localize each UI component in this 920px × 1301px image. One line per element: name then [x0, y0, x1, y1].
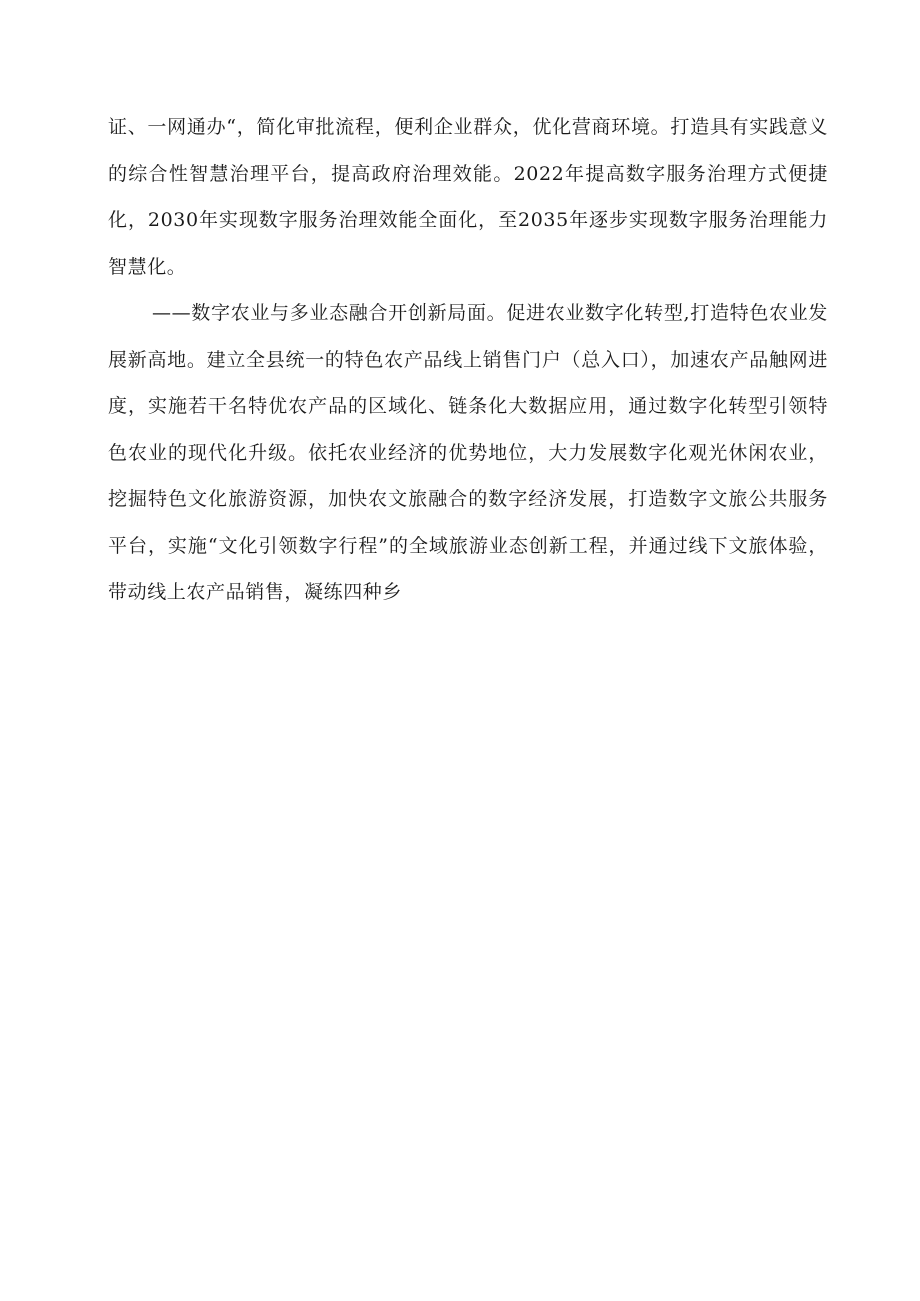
paragraph-digital-agriculture: ——数字农业与多业态融合开创新局面。促进农业数字化转型,打造特色农业发展新高地。建立全县统一的特色农产品线上销售门户（总入口），加速农产品触网进度，实施若干名特优农产品的区域化、链条化大数据应用，通过数字化转型引领特色农业的现代化升级。依托农业经济的优势地位，大力发展数字化观光休闲农业，挖掘特色文化旅游资源，加快农文旅融合的数字经济发展，打造数字文旅公共服务平台，实施“文化引领数字行程”的全域旅游业态创新工程，并通过线下文旅体验，带动线上农产品销售，凝练四种乡: [108, 302, 828, 603]
document-body: [108, 104, 828, 616]
paragraph-digital-governance: 证、一网通办“，简化审批流程，便利企业群众，优化营商环境。打造具有实践意义的综合性智慧治理平台，提高政府治理效能。2022年提高数字服务治理方式便捷化，2030年实现数字服务治理效能全面化，至2035年逐步实现数字服务治理能力智慧化。: [108, 116, 828, 278]
